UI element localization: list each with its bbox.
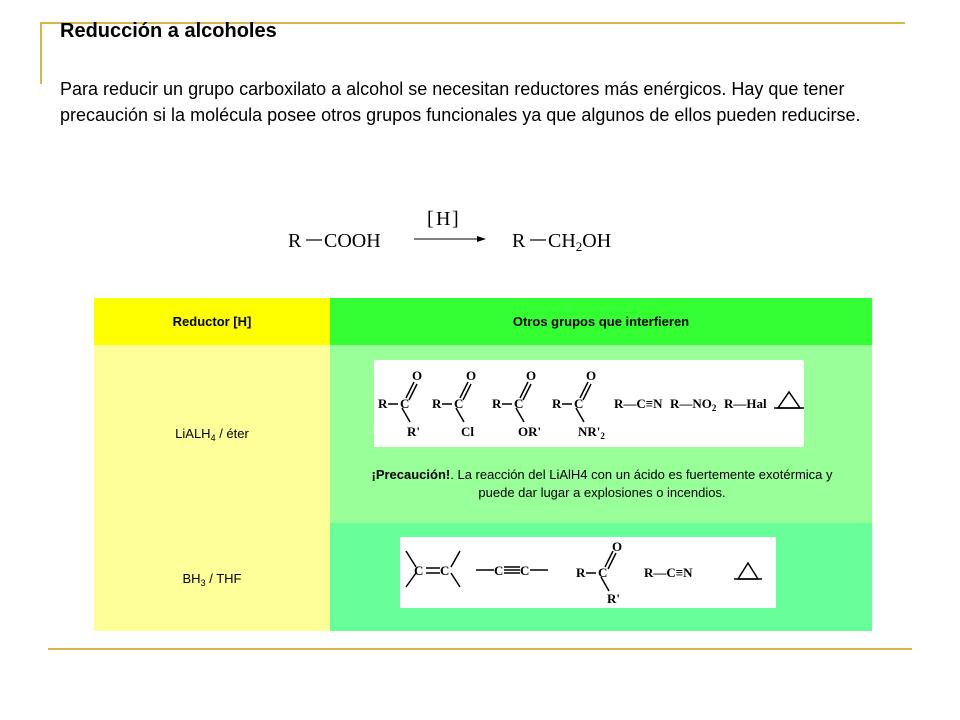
svg-text:C: C xyxy=(574,396,584,411)
svg-text:R: R xyxy=(492,396,502,411)
acyl-chloride-structure xyxy=(432,368,476,439)
bracket-left: [ xyxy=(427,208,434,230)
reductor-lialh4: LiALH$_4$ / éter xyxy=(175,426,249,443)
bracket-right: ] xyxy=(452,208,459,230)
svg-text:C: C xyxy=(598,565,608,580)
reaction-arrowhead xyxy=(477,236,486,242)
reactant-group-label: COOH xyxy=(324,230,381,252)
svg-text:C: C xyxy=(414,563,424,578)
svg-text:O: O xyxy=(612,539,623,554)
reaction-scheme xyxy=(270,200,630,260)
slide-title: Reducción a alcoholes xyxy=(60,20,277,42)
lialh4-groups-image xyxy=(374,360,804,447)
lialh4-warning: ¡Precaución!. La reacción del LiAlH4 con un ácido es fuertemente exotérmica y puede dar lugar a explosiones o incendios. xyxy=(371,467,833,500)
svg-text:R': R' xyxy=(407,424,420,439)
svg-text:Cl: Cl xyxy=(461,424,474,439)
svg-text:C: C xyxy=(454,396,464,411)
svg-text:O: O xyxy=(526,368,537,383)
svg-text:OR': OR' xyxy=(518,424,542,439)
svg-text:R: R xyxy=(576,565,586,580)
reductores-table xyxy=(94,298,872,631)
product-group-label: $CH_2OH$ xyxy=(548,230,612,254)
alkene-structure xyxy=(406,551,460,587)
intro-paragraph: Para reducir un grupo carboxilato a alcohol se necesitan reductores más enérgicos. Hay que tener precaución si la molécula posee otros grupos funcionales ya que algunos de ellos pueden reducirse. xyxy=(60,79,861,125)
alkyne-structure xyxy=(476,563,548,578)
reductor-bh3: $BH_3$ / THF xyxy=(182,571,242,588)
svg-text:NR'2: $NR'_2$ xyxy=(578,424,605,441)
svg-text:O: O xyxy=(466,368,477,383)
epoxide-structure-bh3 xyxy=(734,563,762,579)
lialh4-groups-drawing xyxy=(374,360,804,447)
svg-text:R: R xyxy=(378,396,388,411)
reactant-r-label: R xyxy=(288,230,302,252)
svg-text:C: C xyxy=(520,563,530,578)
nitro-structure: $R—NO_2$ xyxy=(670,396,717,413)
halide-structure: R—Hal xyxy=(724,396,767,411)
left-accent-line xyxy=(40,22,42,84)
epoxide-structure xyxy=(774,392,804,408)
header-reductor: Reductor [H] xyxy=(94,298,330,345)
svg-text:C: C xyxy=(494,563,504,578)
svg-text:R: R xyxy=(552,396,562,411)
svg-text:O: O xyxy=(586,368,597,383)
ketone-structure xyxy=(378,368,422,439)
svg-text:C: C xyxy=(400,396,410,411)
reductor-column xyxy=(94,345,330,631)
header-otros-grupos: Otros grupos que interfieren xyxy=(330,298,872,345)
svg-text:C: C xyxy=(514,396,524,411)
bottom-accent-line xyxy=(48,648,912,650)
svg-text:R: R xyxy=(432,396,442,411)
bh3-groups-image xyxy=(400,537,776,608)
amide-structure xyxy=(552,368,605,441)
ketone-structure-bh3 xyxy=(576,539,622,606)
bh3-groups-drawing xyxy=(400,537,776,608)
svg-text:C: C xyxy=(440,563,450,578)
svg-text:O: O xyxy=(412,368,423,383)
reagent-label: H xyxy=(436,208,451,230)
nitrile-structure-bh3: R—C≡N xyxy=(644,565,693,580)
svg-text:R': R' xyxy=(607,591,620,606)
product-r-label: R xyxy=(512,230,526,252)
ester-structure xyxy=(492,368,541,439)
nitrile-structure: R—C≡N xyxy=(614,396,663,411)
